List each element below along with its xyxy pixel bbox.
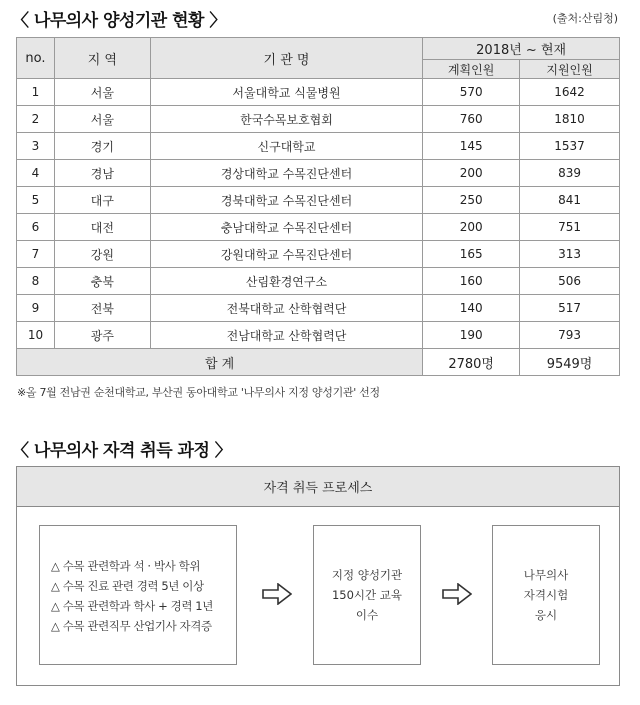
training-line: 지정 양성기관 (331, 568, 403, 582)
table-row (17, 268, 620, 295)
header-supported: 지원인원 (520, 60, 620, 79)
row-no: 10 (17, 322, 55, 349)
source-note: (출처:산림청) (552, 12, 618, 25)
row-planned: 760 (423, 106, 520, 133)
row-no: 8 (17, 268, 55, 295)
hollow-right-arrow-icon (262, 583, 292, 605)
header-planned: 계획인원 (423, 60, 520, 79)
row-institution: 산림환경연구소 (150, 268, 422, 295)
row-supported: 313 (520, 241, 620, 268)
table-row (17, 106, 620, 133)
header-region: 지 역 (54, 38, 150, 79)
exam-line: 응시 (534, 608, 558, 622)
row-supported: 1642 (520, 79, 620, 106)
process-panel (16, 466, 620, 686)
row-planned: 160 (423, 268, 520, 295)
requirements-box (39, 525, 237, 665)
row-institution: 한국수목보호협회 (150, 106, 422, 133)
training-line: 150시간 교육 (331, 588, 403, 602)
row-no: 9 (17, 295, 55, 322)
requirement-item: △ 수목 관련학과 석 · 박사 학위 (51, 559, 201, 573)
row-institution: 경상대학교 수목진단센터 (150, 160, 422, 187)
header-period: 2018년 ~ 현재 (423, 38, 620, 60)
table-row (17, 322, 620, 349)
total-label: 합 계 (17, 349, 423, 376)
process-title: 자격 취득 프로세스 (17, 467, 619, 507)
row-no: 7 (17, 241, 55, 268)
row-supported: 793 (520, 322, 620, 349)
row-supported: 751 (520, 214, 620, 241)
row-supported: 839 (520, 160, 620, 187)
footnote: ※올 7월 전남권 순천대학교, 부산권 동아대학교 '나무의사 지정 양성기관' 선정 (17, 386, 380, 399)
row-region: 서울 (54, 106, 150, 133)
row-planned: 165 (423, 241, 520, 268)
row-planned: 250 (423, 187, 520, 214)
row-planned: 200 (423, 214, 520, 241)
row-supported: 1537 (520, 133, 620, 160)
total-row (17, 349, 620, 376)
row-institution: 전북대학교 산학협력단 (150, 295, 422, 322)
total-planned: 2780명 (423, 349, 520, 376)
table-row (17, 133, 620, 160)
row-no: 6 (17, 214, 55, 241)
section-title-process: 〈 나무의사 자격 취득 과정 〉 (12, 441, 232, 461)
row-region: 경기 (54, 133, 150, 160)
row-institution: 신구대학교 (150, 133, 422, 160)
row-institution: 강원대학교 수목진단센터 (150, 241, 422, 268)
training-box (313, 525, 421, 665)
row-region: 대전 (54, 214, 150, 241)
row-institution: 전남대학교 산학협력단 (150, 322, 422, 349)
exam-box (492, 525, 600, 665)
row-region: 광주 (54, 322, 150, 349)
row-no: 2 (17, 106, 55, 133)
section-title-institutions: 〈 나무의사 양성기관 현황 〉 (12, 11, 226, 31)
header-institution: 기 관 명 (150, 38, 422, 79)
row-supported: 841 (520, 187, 620, 214)
table-row (17, 160, 620, 187)
row-institution: 경북대학교 수목진단센터 (150, 187, 422, 214)
row-planned: 190 (423, 322, 520, 349)
header-no: no. (17, 38, 55, 79)
row-planned: 145 (423, 133, 520, 160)
table-row (17, 241, 620, 268)
row-region: 경남 (54, 160, 150, 187)
row-region: 강원 (54, 241, 150, 268)
table-row (17, 187, 620, 214)
table-row (17, 214, 620, 241)
exam-line: 자격시험 (523, 588, 569, 602)
requirement-item: △ 수목 관련학과 학사 + 경력 1년 (51, 599, 213, 613)
table-row (17, 79, 620, 106)
total-supported: 9549명 (520, 349, 620, 376)
requirement-item: △ 수목 관련직무 산업기사 자격증 (51, 619, 212, 633)
requirement-item: △ 수목 진료 관련 경력 5년 이상 (51, 579, 204, 593)
row-region: 충북 (54, 268, 150, 295)
row-no: 5 (17, 187, 55, 214)
row-region: 서울 (54, 79, 150, 106)
training-line: 이수 (355, 608, 379, 622)
row-no: 4 (17, 160, 55, 187)
row-no: 3 (17, 133, 55, 160)
row-no: 1 (17, 79, 55, 106)
row-institution: 충남대학교 수목진단센터 (150, 214, 422, 241)
exam-line: 나무의사 (523, 568, 569, 582)
institutions-table (16, 37, 620, 376)
row-planned: 140 (423, 295, 520, 322)
row-supported: 517 (520, 295, 620, 322)
row-planned: 200 (423, 160, 520, 187)
row-institution: 서울대학교 식물병원 (150, 79, 422, 106)
hollow-right-arrow-icon (442, 583, 472, 605)
row-region: 대구 (54, 187, 150, 214)
row-supported: 1810 (520, 106, 620, 133)
row-supported: 506 (520, 268, 620, 295)
row-planned: 570 (423, 79, 520, 106)
table-row (17, 295, 620, 322)
row-region: 전북 (54, 295, 150, 322)
